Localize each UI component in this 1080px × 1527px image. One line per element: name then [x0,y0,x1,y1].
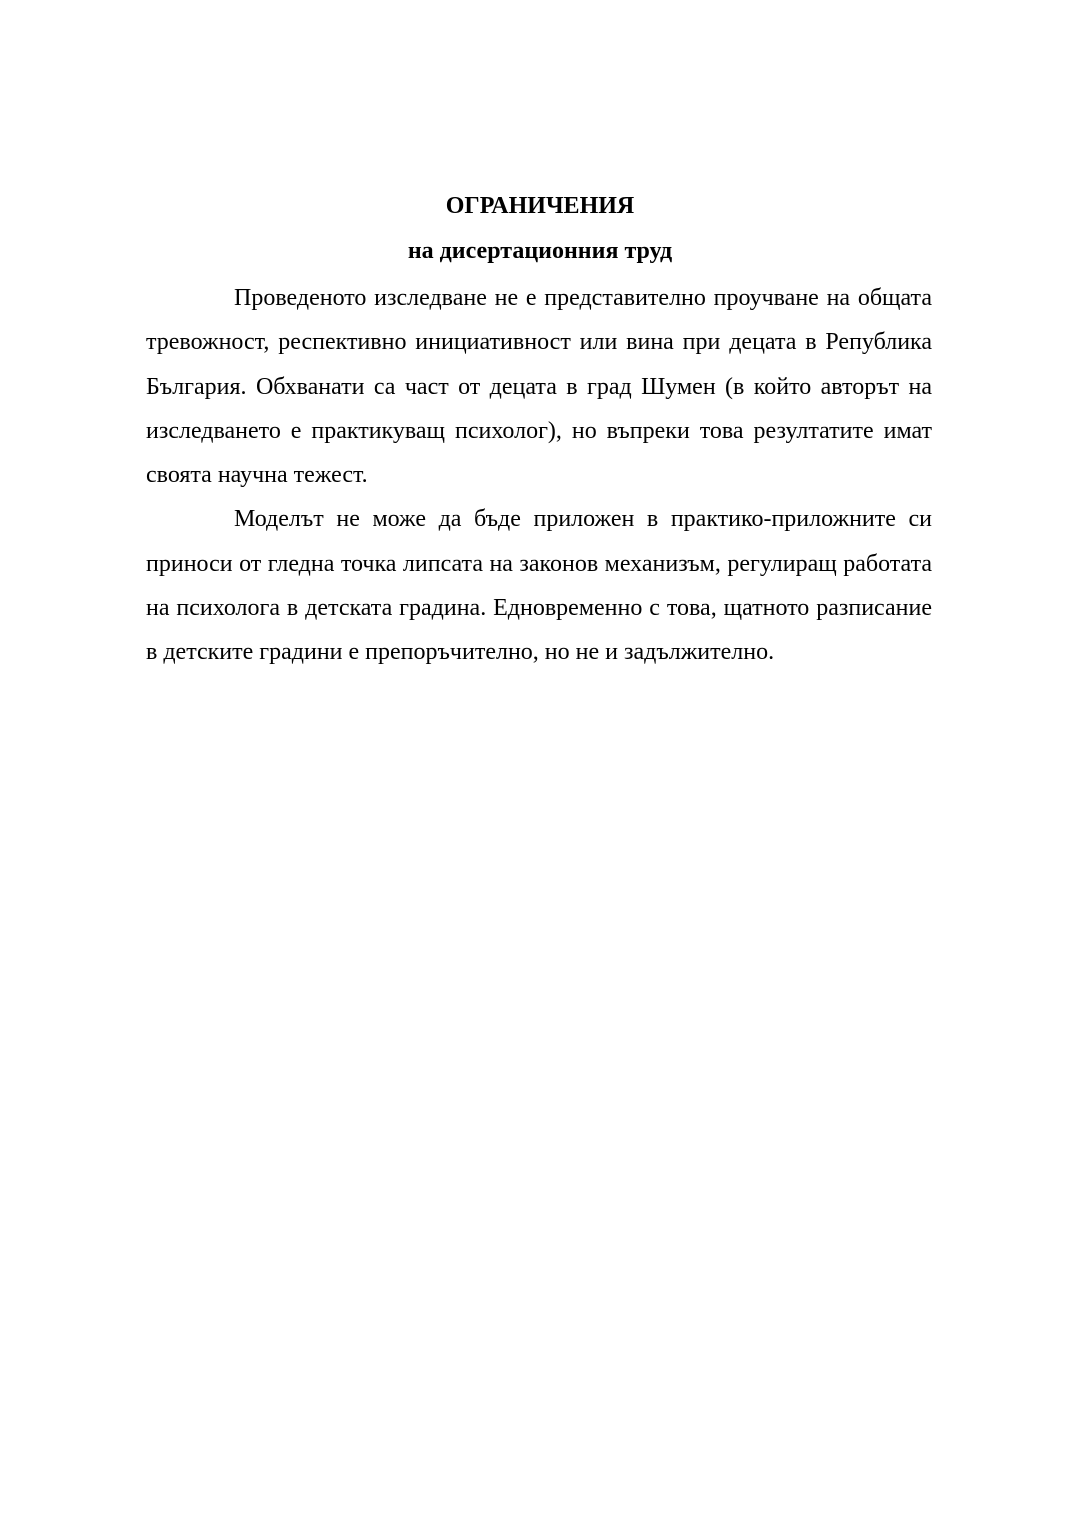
page-title: ОГРАНИЧЕНИЯ [445,193,635,219]
paragraph-1: Проведеното изследване не е представително проучване на общата тревожност, респективно инициативност или вина при децата в Република България. Обхванати са част от децата в град Шумен (в който авторът на изследването е практикуващ психолог), но въпреки това резултатите имат своята научна тежест. [146,285,932,489]
body-text [146,276,932,675]
paragraph-2: Моделът не може да бъде приложен в практико-приложните си приноси от гледна точка липсата на законов механизъм, регулиращ работата на психолога в детската градина. Едновременно с това, щатното разписание в детските градини е препоръчително, но не и задължително. [146,506,932,666]
page-subtitle: на дисертационния труд [407,238,673,264]
